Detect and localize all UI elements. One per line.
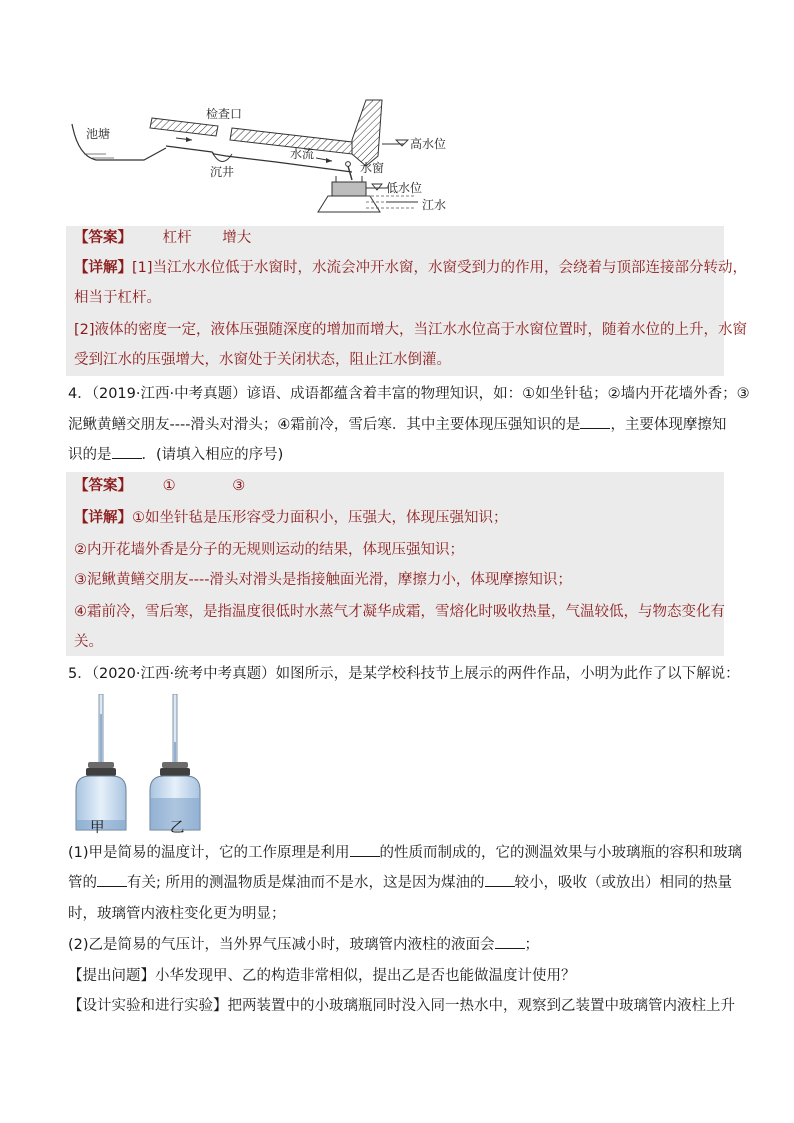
q4-stem-line [68, 414, 726, 435]
label-well: 沉井 [210, 165, 235, 179]
q4-stem-line [68, 444, 283, 465]
q5-text-line [68, 842, 742, 863]
q4-detail-line [74, 508, 508, 528]
figure-label-b: 乙 [170, 820, 185, 836]
q4-text: 泥鳅黄鳝交朋友----滑头对滑头；④霜前冷，雪后寒．其中主要体现压强知识的是 [68, 417, 581, 433]
detail-tag: 【详解】 [74, 260, 132, 276]
q5-text: (1)甲是简易的温度计，它的工作原理是利用 [68, 845, 350, 861]
answer-tag: 【答案】 [74, 230, 132, 246]
label-river: 江水 [422, 198, 447, 212]
q4-detail-line: 关。 [74, 634, 103, 650]
water-window-diagram [66, 96, 476, 218]
figure-label-a: 甲 [90, 820, 105, 836]
q3-detail-line: [2]液体的密度一定，液体压强随深度的增加而增大，当江水水位高于水窗位置时，随着水位的上升，水窗 [74, 322, 748, 338]
answer-blank[interactable] [485, 872, 515, 887]
q5-text: 较小，吸收（或放出）相同的热量 [514, 875, 732, 891]
q3-detail-line [74, 258, 747, 278]
q5-text: 把两装置中的小玻璃瓶同时没入同一热水中，观察到乙装置中玻璃管内液柱上升 [227, 998, 735, 1014]
detail-text: ①如坐针毡是压形容受力面积小，压强大，体现压强知识； [132, 510, 508, 526]
q5-text: ； [524, 937, 540, 953]
q5-text: (2)乙是简易的气压计，当外界气压减小时，玻璃管内液柱的液面会 [68, 937, 495, 953]
q5-text: 的性质而制成的，它的测温效果与小玻璃瓶的容积和玻璃 [379, 845, 743, 861]
label-inspection: 检查口 [206, 107, 243, 121]
q5-text: 有关; 所用的测温物质是煤油而不是水，这是因为煤油的 [127, 875, 485, 891]
label-high: 高水位 [410, 137, 447, 151]
q4-text: ．(请填入相应的序号) [141, 447, 284, 463]
thermometer-barometer-figure [66, 694, 212, 836]
q5-text-line: 时，玻璃管内液柱变化更为明显； [68, 906, 286, 922]
section-tag: 【设计实验和进行实验】 [68, 998, 228, 1014]
q4-detail-line: ④霜前冷，雪后寒，是指温度很低时水蒸气才凝华成霜，雪熔化时吸收热量，气温较低，与物态变化有 [74, 604, 725, 620]
answer-value: 杠杆 [162, 230, 192, 246]
answer-blank[interactable] [580, 414, 610, 429]
answer-blank[interactable] [112, 444, 142, 459]
q3-detail-line: 相当于杠杆。 [74, 290, 161, 306]
section-tag: 【提出问题】 [68, 968, 155, 984]
q5-text-line [68, 966, 576, 986]
q4-stem-line: 4．（2019·江西·中考真题）谚语、成语都蕴含着丰富的物理知识，如：①如坐针毡；②墙内开花墙外香；③ [68, 386, 750, 402]
q5-text: 小华发现甲、乙的构造非常相似，提出乙是否也能做温度计使用？ [155, 968, 576, 984]
answer-value: ③ [232, 478, 246, 494]
detail-tag: 【详解】 [74, 510, 132, 526]
q4-detail-line: ②内开花墙外香是分子的无规则运动的结果，体现压强知识； [74, 542, 464, 558]
q4-answer-line [74, 476, 245, 496]
q5-text: 管的 [68, 875, 97, 891]
label-flow: 水流 [290, 147, 315, 161]
q4-text: 识的是 [68, 447, 112, 463]
q4-text: ，主要体现摩擦知 [610, 417, 727, 433]
answer-value: 增大 [222, 230, 252, 246]
q5-text-line [68, 934, 539, 955]
answer-blank[interactable] [495, 934, 525, 949]
answer-value: ① [162, 478, 176, 494]
q3-answer-line [74, 228, 251, 248]
q4-answer-panel [66, 472, 724, 656]
q5-text-line [68, 996, 735, 1016]
answer-tag: 【答案】 [74, 478, 132, 494]
label-low: 低水位 [386, 181, 423, 195]
detail-text: [1]当江水水位低于水窗时，水流会冲开水窗，水窗受到力的作用，会绕着与顶部连接部分转动， [132, 260, 748, 276]
q5-stem-line: 5．（2020·江西·统考中考真题）如图所示，是某学校科技节上展示的两件作品，小明为此作了以下解说： [68, 666, 740, 682]
answer-blank[interactable] [350, 842, 380, 857]
label-window: 水窗 [360, 161, 385, 175]
label-pond: 池塘 [86, 127, 111, 141]
q5-text-line [68, 872, 732, 893]
answer-blank[interactable] [97, 872, 127, 887]
q4-detail-line: ③泥鳅黄鳝交朋友----滑头对滑头是指接触面光滑，摩擦力小，体现摩擦知识； [74, 572, 572, 588]
q3-detail-line: 受到江水的压强增大，水窗处于关闭状态，阻止江水倒灌。 [74, 352, 451, 368]
